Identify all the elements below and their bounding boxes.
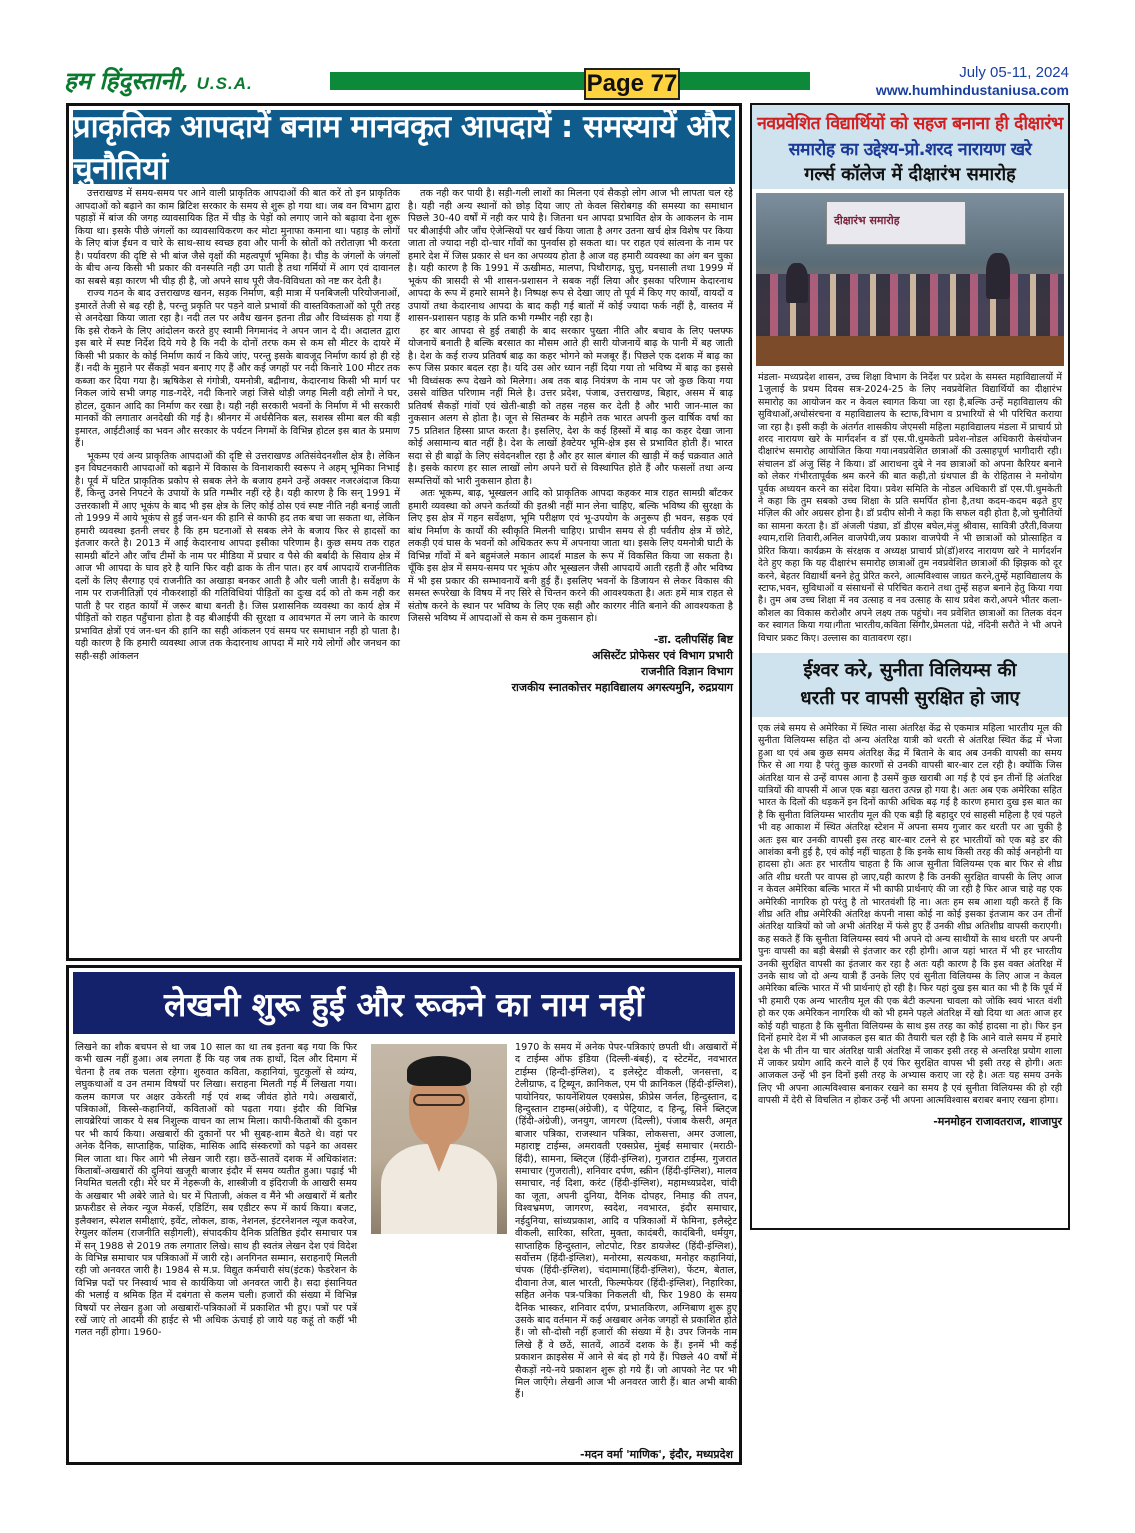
article-disasters-column-2 xyxy=(408,188,733,696)
author-college: राजकीय स्नातकोत्तर महाविद्यालय अगस्त्यमुनि, रुद्रप्रयाग xyxy=(511,680,733,694)
brand-suffix: U.S.A. xyxy=(196,74,253,93)
article-college-header xyxy=(752,105,1068,189)
article-sunita-header xyxy=(752,653,1068,717)
article-writing xyxy=(66,965,742,1465)
article-disasters-body xyxy=(69,188,739,696)
article-college-subhead: गर्ल्स कॉलेज में दीक्षारंभ समारोह xyxy=(804,164,1016,185)
portrait-glasses xyxy=(413,1094,465,1106)
masthead xyxy=(0,0,1135,105)
photo-person xyxy=(786,263,808,303)
portrait-hair xyxy=(407,1056,471,1086)
author-department: राजनीति विज्ञान विभाग xyxy=(641,664,733,678)
article-sunita-headline-line1: ईश्वर करे, सुनीता विलियम्स की xyxy=(803,659,1017,681)
article-disasters-column-1 xyxy=(75,188,400,696)
article-sunita-headline-line2: धरती पर वापसी सुरक्षित हो जाए xyxy=(800,687,1020,709)
paragraph: उत्तराखण्ड में समय-समय पर आने वाली प्राकृतिक आपदाओं की बात करें तो इन प्राकृतिक आपदाओं को बढ़ाने का काम ब्रिटिश सरकार के समय से शुरू हो गया था। जब वन विभाग द्वारा पहाड़ों में बांज की जगह व्यावसायिक हित में चीड़ के पेड़ों को लगाए जाने को बढ़ावा देना शुरू किया था। इसके पीछे जंगलों का व्यावसायिकरण कर मोटा मुनाफा कमाना था। पहाड़ के लोगों के लिए बांज ईंधन व चारे के साथ-साथ स्वच्छ हवा और पानी के स्रोतों को तरोताज़ा भी करता है। पर्यावरण की दृष्टि से भी बांज जैसे वृक्षों की महत्वपूर्ण भूमिका है। चीड़ के जंगलों के जंगलों के बीच अन्य किसी भी प्रकार की वनस्पति नही उग पाती है तथा गर्मियों में आग एवं दावानल का सबसे बड़ा कारण भी चीड़ ही है, जो अपने साथ पूरी जैव-विविधता को नष्ट कर देती है। xyxy=(75,188,400,287)
article-disasters xyxy=(66,103,742,961)
article-college-headline-line2: समारोह का उद्देश्य-प्रो.शरद नारायण खरे xyxy=(788,140,1032,160)
author-portrait xyxy=(371,1044,507,1234)
masthead-bar-left xyxy=(330,72,585,90)
masthead-bar-right xyxy=(680,72,810,90)
article-college-ceremony xyxy=(750,103,1070,1230)
article-writing-byline: -मदन वर्मा 'माणिक', इंदौर, मध्यप्रदेश xyxy=(580,1448,733,1461)
photo-person xyxy=(986,253,1010,299)
article-sunita-byline: -मनमोहन राजावतराज, शाजापुर xyxy=(933,1114,1062,1128)
article-disasters-headline: प्राकृतिक आपदायें बनाम मानवकृत आपदायें : समस्यायें और चुनौतियां xyxy=(73,110,735,184)
article-disasters-byline xyxy=(408,632,733,696)
article-writing-column-2: 1970 के समय में अनेक पेपर-पत्रिकाएं छपती थी। अखबारों में द टाईम्स ऑफ इंडिया (दिल्ली-बंबई), द स्टेटमेंट, नवभारत टाईम्स (हिन्दी-इंग्लिश), द इलेस्ट्रेट वीकली, जनसत्ता, द टेलीग्राफ, द ट्रिब्यून, क्रानिकल, एम पी क्रानिकल (हिंदी-इंग्लिश), पायोनियर, फायनेंशियल एक्सप्रेस, फ्रीप्रेस जर्नल, हिन्दुस्तान, द हिन्दुस्तान टाइम्स(अंग्रेजी), द पेट्रियाट, द हिन्दू, सिने ब्लिट्ज (हिंदी-अंग्रेजी), जनयुग, जागरण (दिल्ली), पंजाब केसरी, अमृत बाजार पत्रिका, राजस्थान पत्रिका, लोकसत्ता, अमर उजाला, महाराष्ट्र टाईम्स, अमरावती एक्सप्रेस, मुंबई समाचार (मराठी-हिंदी), सामना, ब्लिट्ज (हिंदी-इंग्लिश), गुजरात टाईम्स, गुजरात समाचार (गुजराती), शनिवार दर्पण, स्क्रीन (हिंदी-इंग्लिश), मालव समाचार, नई दिशा, करंट (हिंदी-इंग्लिश), महामध्यप्रदेश, चांदी का जूता, अपनी दुनिया, दैनिक दोपहर, निमाड़ की तपन, विश्वभ्रमण, जागरण, स्वदेश, नवभारत, इंदौर समाचार, नईदुनिया, सांध्यप्रकाश, आदि व पत्रिकाओं में फेमिना, इलैस्ट्रेट वीकली, सारिका, सरिता, मुक्ता, कादंबरी, कादंबिनी, धर्मयुग, साप्ताहिक हिन्दुस्तान, लोटपोट, रिडर डायजेस्ट (हिंदी-इंग्लिश), सर्वोत्तम (हिंदी-इंग्लिश), मनोरमा, सत्यकथा, मनोहर कहानियां, चंपक (हिंदी-इंग्लिश), चंदामामा(हिंदी-इंग्लिश), फेंटम, बेताल, दीवाना तेज, बाल भारती, फिल्मफेयर (हिंदी-इंग्लिश), निहारिका, सहित अनेक पत्र-पत्रिका निकलती थी, फिर 1980 के समय दैनिक भास्कर, शनिवार दर्पण, प्रभातकिरण, अग्निबाण शुरू हुए उसके बाद वर्तमान में कई अखबार अनेक जगहों से प्रकाशित होते हैं। जो सौ-दोसौ नहीं हजारों की संख्या में है। उपर जिनके नाम लिखे हैं वे छठें, सातवें, आठवें दशक के हैं। इनमें भी कई प्रकाशन क्राइसेस में आने से बंद हो गये हैं। पिछले 40 वर्षों में सैकड़ों नये-नये प्रकाशन शुरू हो गये हैं। जो आपको नेट पर भी मिल जाएँगे। लेखनी आज भी अनवरत जारी हैं। बात अभी बाकी हैं। xyxy=(515,1042,737,1401)
author-name: -डा. दलीपसिंह बिष्ट xyxy=(653,632,733,646)
article-sunita-body xyxy=(752,717,1068,1136)
page-number-label: Page 77 xyxy=(584,68,680,100)
paragraph: तक नही कर पायी है। सड़ी-गली लाशों का मिलना एवं सैकड़ो लोग आज भी लापता चल रहे है। यही नही अन्य स्थानों को छोड़ दिया जाए तो केवल सिरोबगड़ की समस्या का समाधान पिछले 30-40 वर्षों में नही कर पाये है। जितना धन आपदा प्रभावित क्षेत्र के आकलन के नाम पर बीआईपी और जाँच ऐजेन्सियों पर खर्च किया जाता है अगर उतना खर्च क्षेत्र विशेष पर किया जाता तो ज्यादा नही दो-चार गाँवों का पुनर्वास हो सकता था। पर राहत एवं सांत्वना के नाम पर हमारे देश में जिस प्रकार से धन का अपव्यय होता है आज वह हमारी व्यवस्था का अंग बन चुका है। यही कारण है कि 1991 में ऊखीमठ, मालपा, पिथौरागढ़, घुत्तु, घनसाली तथा 1999 में भूकंप की त्रासदी से भी शासन-प्रशासन ने सबक नहीं लिया और इसका परिणाम केदारनाथ आपदा के रूप में हमारे सामने है। निष्पक्ष रूप से देखा जाए तो पूर्व में किए गए कार्यों, वायदों व उपायों तथा केदारनाथ आपदा के बाद कही गई बातों में कोई ज्यादा फर्क नहीं है, वास्तव में शासन-प्रशासन पहाड़ के प्रति कभी गम्भीर नही रहा है। xyxy=(408,188,733,324)
website-link[interactable]: www.humhindustaniusa.com xyxy=(875,82,1069,98)
issue-date: July 05-11, 2024 xyxy=(959,64,1069,81)
paragraph: हर बार आपदा से हुई तबाही के बाद सरकार पुख्ता नीति और बचाव के लिए फ्लफ्फ योजनायें बनाती है बल्कि बरसात का मौसम आते ही सारी योजनायें बाढ़ के पानी में बह जाती है। देश के कई राज्य प्रतिवर्ष बाढ़ का कहर भोगने को मजबूर हैं। पिछले एक दशक में बाढ़ का रूप जिस प्रकार बदल रहा है। यदि उस ओर ध्यान नहीं दिया गया तो भविष्य में बाढ़ का इससे भी विध्वंसक रूप देखने को मिलेगा। अब तक बाढ़ नियंत्रण के नाम पर जो कुछ किया गया उससे वांछित परिणाम नहीं मिले है। उत्तर प्रदेश, पंजाब, उत्तराखण्ड, बिहार, असम में बाढ़ प्रतिवर्ष सैकड़ों गांवों एवं खेती-बाड़ी को तहस नहस कर देती है और भारी जान-माल का नुकसान अलग से होता है। जून से सितम्बर के महीने तक भारत अपनी कुल वार्षिक वर्षा का 75 प्रतिशत हिस्सा प्राप्त करता है। इसलिए, देश के कई हिस्सों में बाढ़ का कहर देखा जाना कोई असामान्य बात नहीं है। देश के लाखों हेक्टेयर भूमि-क्षेत्र इस से प्रभावित होती हैं। भारत सदा से ही बाढ़ों के लिए संवेदनशील रहा है और हर साल बंगाल की खाड़ी में कई चक्रवात आते है। इसके कारण हर साल लाखों लोग अपने घरों से विस्थापित होते हैं और फसलों तथा अन्य सम्पत्तियों को भारी नुकसान होता है। xyxy=(408,325,733,487)
paragraph: अतः भूकम्प, बाढ़, भूस्खलन आदि को प्राकृतिक आपदा कहकर मात्र राहत सामग्री बाँटकर हमारी व्यवस्था को अपने कर्तव्यों की इतश्री नहीं मान लेना चाहिए, बल्कि भविष्य की सुरक्षा के लिए इस क्षेत्र में गहन सर्वेक्षण, भूमि परीक्षण एवं भू-उपयोग के अनुरूप ही भवन, सड़क एवं बांध निर्माण के कार्यों की स्वीकृति मिलनी चाहिए। प्राचीन समय से ही पर्वतीय क्षेत्र में छोटे, लकड़ी एवं घास के भवनों को अधिकतर रूप में अपनाया जाता था। इसके लिए यमनोत्री घाटी के विभिन्न गाँवों में बने बहुमंजले मकान आदर्श माडल के रूप में विकसित किया जा सकता है। चूँकि इस क्षेत्र में समय-समय पर भूकंप और भूस्खलन जैसी आपदायें आती रहती हैं और भविष्य में भी इस प्रकार की सम्भावनायें बनी हुई हैं। इसलिए भवनों के डिजायन से लेकर विकास की समस्त रूपरेखा के विषय में नए सिरे से चिन्तन करने की आवश्यकता है। अतः हमें मात्र राहत से संतोष करने के स्थान पर भविष्य के लिए एक सही और कारगर नीति बनाने की आवश्यकता है जिससे भविष्य में आपदाओं से कम से कम नुकसान हो। xyxy=(408,488,733,624)
ceremony-photo xyxy=(756,193,1064,366)
article-writing-body xyxy=(75,1042,737,1462)
article-college-body: मंडला- मध्यप्रदेश शासन, उच्च शिक्षा विभाग के निर्देश पर प्रदेश के समस्त महाविद्यालयों में 1जुलाई के प्रथम दिवस सत्र-2024-25 के लिए नवप्रवेशित विद्यार्थियों का दीक्षारंभ समारोह का आयोजन कर न केवल स्वागत किया जा रहा है,बल्कि उन्हें महाविद्यालय की सुविधाओं,अधोसंरचना व महाविद्यालय के स्टाफ,विभाग व प्रभारियों से भी परिचित कराया जा रहा है। इसी कड़ी के अंतर्गत शासकीय जेएमसी महिला महाविद्यालय मंडला में प्राचार्य प्रो शरद नारायण खरे के मार्गदर्शन व डॉ एस.पी.धुमकेती प्रवेश-नोडल अधिकारी केसंयोजन दीक्षारंभ समारोह आयोजित किया गया।नवप्रवेशित छात्राओं की उत्साहपूर्ण भागीदारी रही। संचालन डॉ अंजु सिंह ने किया। डॉ आराधना दुबे ने नव छात्राओं को अपना कैरियर बनाने को लेकर गंभीरतापूर्वक श्रम करने की बात कही,तो ग्रंथपाल डी के रोहितास ने मनोयोग पूर्वक अध्ययन करने का संदेश दिया। प्रवेश समिति के नोडल अधिकारी डॉ एस.पी.धुमकेती ने कहा कि तुम सबको उच्च शिक्षा के प्रति समर्पित होना है,तथा कदम-कदम बढ़ते हुए मंज़िल की ओर अग्रसर होना है। डॉ प्रदीप सोनी ने कहा कि सफल वही होता है,जो चुनौतियों का सामना करता है। डॉ अंजली पंड्या, डॉ डीएस बघेल,मंजु श्रीवास, सावित्री उरैती,विजया श्याम,राशि तिवारी,अनिल वाजपेयी,जय प्रकाश वाजपेयी ने भी छात्राओं को प्रोत्साहित व प्रेरित किया। कार्यक्रम के संरक्षक व अध्यक्ष प्राचार्य प्रो(डॉ)शरद नारायण खरे ने मार्गदर्शन देते हुए कहा कि यह दीक्षारंभ समारोह छात्राओं तुम नवप्रवेशित छात्राओं की झिझक को दूर करने, बेहतर विद्यार्थी बनने हेतु प्रेरित करने, आत्मविश्वास जाग्रत करने,तुम्हें महाविद्यालय के स्टाफ,भवन, सुविधाओं व संसाधनों से परिचित कराने तथा तुम्हें सहज बनाने हेतु किया गया है। तुम अब उच्च शिक्षा में नव उत्साह व नव उत्साह के साथ प्रवेश करो,अपने भीतर कला-कौशल का विकास करोऔर अपने लक्ष्य तक पहुंचो। नव प्रवेशित छात्राओं का तिलक वंदन कर स्वागत किया गया।गीता भारतीय,कविता सिंगौर,प्रेमलता पंद्रे, नंदिनी सरौते ने भी अपने विचार प्रकट किए। उल्लास का वातावरण रहा। xyxy=(758,372,1062,644)
photo-banner-text: दीक्षारंभ समारोह xyxy=(834,214,900,227)
article-college-headline-line1: नवप्रवेशित विद्यार्थियों को सहज बनाना ही दीक्षारंभ xyxy=(757,114,1063,134)
author-title: असिस्टेंट प्रोफेसर एवं विभाग प्रभारी xyxy=(591,648,733,662)
newspaper-brand: हम हिंदुस्तानी, U.S.A. xyxy=(64,66,253,95)
photo-desk xyxy=(756,336,1064,366)
article-writing-column-1: लिखने का शौक बचपन से था जब 10 साल का था तब इतना बढ़ गया कि फिर कभी खत्म नहीं हुआ। अब लगता हैं कि यह जब तक हाथों, दिल और दिमाग में चेतना है तब तक चलता रहेगा। शुरुवात कविता, कहानियां, चुटकुलों से व्यंग्य, लघुकथाओं व उन तमाम विषयों पर लिखा। सराहना मिलती गई मैं लिखता गया। कलम कागज पर अक्षर उकेरती गई एवं शब्द जीवंत होते गये। अखबारों, पत्रिकाओं, किस्से-कहानियों, कविताओं को पढ़ता गया। इंदौर की विभिन्न लायब्रेरियां जाकर ये सब निशुल्क वाचन का लाभ मिला। कापी-किताबों की दुकान पर भी कार्य किया। अखबारों की दुकानों पर भी सुबह-शाम बैठते थे। वहां पर अनेक दैनिक, साप्ताहिक, पाक्षिक, मासिक आदि संस्करणों को पढ़ने का अवसर मिल जाता था। फिर आगे भी लेखन जारी रहा। छठें-सातवें दशक में अधिकांशत: किताबों-अखबारों की दुनियां खजूरी बाजार इंदौर में समय व्यतीत हुआ। पढ़ाई भी नियमित चलती रही। मेरे घर में नेहरूजी के, शास्त्रीजी व इंदिराजी के आखरी समय के अखबार भी अबेरे जाते थे। घर में पिताजी, अंकल व मैंने भी अखबारों में बतौर फ्रफरीडर से लेकर न्यूज मेकर्स, एडिटिंग, सब एडीटर रूप में कार्य किया। बजट, इलैक्शन, स्पेशल समीक्षाएं, इवेंट, लोकल, डाक, नेशनल, इंटरनेशनल न्यूज कवरेज, रेग्युलर कॉलम (राजनीति सड़ीगली), संपादकीय दैनिक प्रतिष्ठित इंदौर समाचार पत्र में सन् 1988 से 2019 तक लगातार लिखे। साथ ही स्वतंत्र लेखन देश एवं विदेश के विभिन्न समाचार पत्र पत्रिकाओं में जारी रहे। अनगिनत सम्मान, सराहनाएँ मिलती रही जो अनवरत जारी है। 1984 से म.प्र. विद्युत कर्मचारी संघ(इंटक) फेडरेशन के विभिन्न पदों पर निस्वार्थ भाव से कार्यकिया जो अनवरत जारी है। सदा इंसानियत की भलाई व श्रमिक हित में दबंगता से कलम चली। हजारों की संख्या में विभिन्न विषयों पर लेखन हुआ जो अखबारों-पत्रिकाओं में प्रकाशित भी हुए। पत्रों पर पत्रें रखें जाएं तो आदमी की हाईट से भी अधिक ऊंचाई हो जाये यह कहूं तो कहीं भी गलत नहीं होगा। 1960- xyxy=(75,1042,357,1339)
article-writing-headline: लेखनी शुरू हुई और रूकने का नाम नहीं xyxy=(73,972,735,1034)
article-sunita-text: एक लंबे समय से अमेरिका में स्थित नासा अंतरिक्ष केंद्र से एकमात्र महिला भारतीय मूल की सुनीता विलियम्स सहित दो अन्य अंतरिक्ष यात्री को धरती से अंतरिक्ष स्थित केंद्र में भेजा हुआ था एवं अब कुछ समय अंतरिक्ष केंद्र में बिताने के बाद अब उनकी वापसी का समय फिर से आ गया है परंतु कुछ कारणों से उनकी वापसी बार-बार टल रही है। क्योंकि जिस अंतरिक्ष यान से उन्हें वापस आना है उसमें कुछ खराबी आ गई है एवं इन तीनों हि अंतरिक्ष यात्रियों की वापसी में आज एक बड़ा खतरा उत्पन्न हो गया है। अतः अब एक अमेरिका सहित भारत के दिलों की धड़कनें इन दिनों काफी अधिक बढ़ गई है कारण हमारा दुख इस बात का है कि सुनीता विलियम्स भारतीय मूल की एक बड़ी हि बहादुर एवं साहसी महिला है एवं पहले भी वह आकाश में स्थित अंतरिक्ष स्टेशन में अपना समय गुजार कर धरती पर आ चुकी है अतः इस बार उनकी वापसी इस तरह बार-बार टलने से हर भारतीयों को एक बड़े डर की आशंका बनी हुई है, एवं कोई नहीं चाहता है कि इनके साथ किसी तरह की कोई अनहोनी या हादसा हो। अतः हर भारतीय चाहता है कि आज सुनीता विलियम्स एक बार फिर से शीघ्र अति शीघ्र धरती पर वापस हो जाए,यही कारण है कि उनकी सुरक्षित वापसी के लिए आज न केवल अमेरिका बल्कि भारत में भी काफी प्रार्थनाएं की जा रही है फिर आज चाहे वह एक अमेरिकी नागरिक हो परंतु है तो भारतवंशी हि ना। अतः हम सब आशा यही करते हैं कि शीघ्र अति शीघ्र अमेरिकी अंतरिक्ष कंपनी नासा कोई ना कोई इसका इंतजाम कर उन तीनों अंतरिक्ष यात्रियों को जो अभी अंतरिक्ष में फंसे हुए हैं उनकी शीघ्र अतिशीघ्र वापसी कराएगी। कह सकते हैं कि सुनीता विलियम्स स्वयं भी अपने दो अन्य साथीयों के साथ धरती पर अपनी पुनः वापसी का बड़ी बेसब्री से इंतजार कर रही होगी। आज यहां भारत में भी हर भारतीय उनकी सुरक्षित वापसी का इंतजार कर रहा है अतः यही कारण है कि इस वक्त अंतरिक्ष में उनके साथ जो दो अन्य यात्री हैं उनके लिए एवं सुनीता विलियम्स के लिए आज न केवल अमेरिका बल्कि भारत में भी प्रार्थनाएं हो रही है। फिर यहां दुख इस बात का भी है कि पूर्व में भी हमारी एक अन्य भारतीय मूल की एक बेटी कल्पना चावला को जोकि स्वयं भारत वंशी हो कर एक अमेरिकन नागरिक थी को भी हमने पहले अंतरिक्ष में खो दिया था अतः आज हर कोई यही चाहता है कि सुनीता विलियम्स के साथ इस तरह का कोई हादसा ना हो। फिर इन दिनों हमारे देश में भी आजकल इस बात की तैयारी चल रही है कि आने वाले समय में हमारे देश के भी तीन या चार अंतरिक्ष यात्री अंतरिक्ष में जाकर इसी तरह से अन्तरिक्ष प्रयोग शाला में जाकर प्रयोग आदि करने वाले हैं एवं फिर सुरक्षित वापस भी इसी तरह से होगी। अतः आजकल उन्हें भी इन दिनों इसी तरह के अभ्यास कराए जा रहे है। अतः यह समय उनके लिए भी अपना आत्मविश्वास बनाकर रखने का समय है एवं सुनीता विलियम्स की हो रही वापसी में देरी से विचलित न होकर उन्हें भी अपना आत्मविश्वास बराबर बनाए रखना होगा। xyxy=(758,722,1062,1107)
paragraph: भूकम्प एवं अन्य प्राकृतिक आपदाओं की दृष्टि से उत्तराखण्ड अतिसंवेदनशील क्षेत्र है। लेकिन इन विघटनकारी आपदाओं को बढ़ाने में विकास के विनाशकारी स्वरूप ने अहम् भूमिका निभाई है। पूर्व में घटित प्राकृतिक प्रकोप से सबक लेने के बजाय हमने उन्हें अक्सर नजरअंदाज किया हैं, किन्तु उनसे निपटने के उपायों के प्रति गम्भीर नहीं रहे है। यही कारण है कि सन् 1991 में उत्तरकाशी में आए भूकंप के बाद भी इस क्षेत्र के लिए कोई ठोस एवं स्पष्ट नीति नही बनाई जाती तो 1999 में आये भूकंप से हुई जन-धन की हानि से काफी हद तक बचा जा सकता था, लेकिन हमारी व्यवस्था इतनी लचर है कि हम घटनाओं से सबक लेने के बजाय फिर से हादसों का इंतजार करते है। 2013 में आई केदारनाथ आपदा इसीका परिणाम है। कुछ समय तक राहत सामग्री बाँटने और जाँच टीमों के नाम पर मीडिया में प्रचार व पैसे की बर्बादी के सिवाय क्षेत्र में आज भी आपदा के घाव हरे है यानि फिर वही ढाक के तीन पात। हर वर्ष आपदायें राजनीतिक दलों के लिए सैरगाह एवं राजनीति का अखाड़ा बनकर आती है और चली जाती है। सर्वेक्षण के नाम पर राजनीतिज्ञों एवं नौकरशाहों की गतिविधियां पीड़ितों का दुःख दर्द को तो कम नही कर पाती है पर राहत कार्यों में जरूर बाधा बनती है। जिस प्रशासनिक व्यवस्था का कार्य क्षेत्र में पीड़ितों को राहत पहुँचाना होता है वह बीआईपी की सुरक्षा व आवभगत में लग जाने के कारण प्रभावित क्षेत्रों एवं जन-धन की हानि का सही आंकलन एवं समय पर समाधान नही हो पाता है। यही कारण है कि हमारी व्यवस्था आज तक केदारनाथ आपदा में मारे गये लोगों और जनधन का सही-सही आंकलन xyxy=(75,450,400,662)
paragraph: राज्य गठन के बाद उत्तराखण्ड खनन, सड़क निर्माण, बड़ी मात्रा में पनबिजली परियोजनाओं, इमारतें तेजी से बढ़ रही है, परन्तु प्रकृति पर पड़ने वाले प्रभावों की वास्तविकताओं को पूरी तरह से अनदेखा किया जाता रहा है। नदी तल पर अवैध खनन इतना तीव्र और विध्वंसक हो गया हैं कि इसे रोकने के लिए आंदोलन करते हुए स्वामी निगमानंद ने अपन जान दे दी। अदालत द्वारा इस बारे में स्पष्ट निर्देश दिये गये है कि नदी के दोनों तरफ कम से कम सौ मीटर के दायरे में किसी भी प्रकार के कोई निर्माण कार्य न किये जांए, परन्तु इसके बावजूद निर्माण कार्य हो ही रहे हैं। नदी के मुहाने पर सैंकड़ों भवन बनाए गए हैं और कई जगहों पर नदी किनारे 100 मीटर तक कब्जा कर दिया गया है। ऋषिकेश से गंगोत्री, यमनोत्री, बद्रीनाथ, केदारनाथ किसी भी मार्ग पर निकल जांये सभी जगह गाड-गदेरे, नदी किनारे जहां जिसे थोड़ी जगह मिली वही लोगों ने घर, होटल, दुकान आदि का निर्माण कर रखा है। यही नही सरकारी भवनों के निर्माण में भी सरकारी मानकों की लगातार अनदेखी की गई है। श्रीनगर में अर्धसैनिक बल, सशस्त्र सीमा बल की बड़ी इमारत, आईटीआई का भवन और सरकार के पर्यटन निगमों के विभिन्न होटल इस बात के प्रमाण हैं। xyxy=(75,288,400,449)
